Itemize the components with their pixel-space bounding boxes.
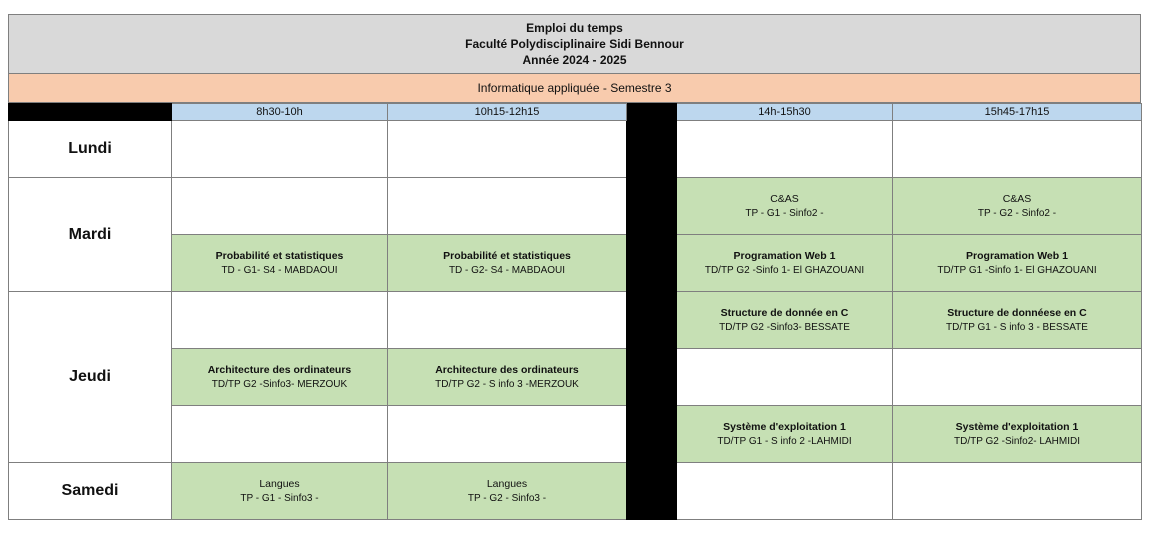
row-samedi xyxy=(9,463,1142,520)
course-cell xyxy=(677,235,893,292)
time-header-row xyxy=(9,104,1142,121)
course-cell xyxy=(172,463,388,520)
day-jeudi: Jeudi xyxy=(9,292,172,463)
cell-empty xyxy=(677,121,893,178)
course-details: TD/TP G2 - S info 3 -MERZOUK xyxy=(435,378,579,390)
time-col-2: 10h15-12h15 xyxy=(388,104,627,121)
course-details: TD - G1- S4 - MABDAOUI xyxy=(221,264,338,276)
course-title: C&AS xyxy=(770,192,799,205)
cell-empty xyxy=(172,292,388,349)
course-title: Architecture des ordinateurs xyxy=(207,363,352,376)
course-details: TD/TP G2 -Sinfo2- LAHMIDI xyxy=(954,435,1080,447)
course-details: TP - G2 - Sinfo2 - xyxy=(977,207,1057,219)
row-mardi-2 xyxy=(9,235,1142,292)
course-title: Structure de donnéese en C xyxy=(947,306,1087,319)
cell-empty xyxy=(172,121,388,178)
cell-empty xyxy=(893,463,1142,520)
course-details: TP - G2 - Sinfo3 - xyxy=(467,492,547,504)
row-jeudi-2 xyxy=(9,349,1142,406)
cell-empty xyxy=(388,178,627,235)
cell-empty xyxy=(172,178,388,235)
course-cell xyxy=(388,349,627,406)
time-col-3: 14h-15h30 xyxy=(677,104,893,121)
time-col-4: 15h45-17h15 xyxy=(893,104,1142,121)
header-title: Emploi du temps xyxy=(526,21,623,35)
program-banner xyxy=(8,74,1141,103)
course-cell xyxy=(172,349,388,406)
row-mardi-1 xyxy=(9,178,1142,235)
day-mardi: Mardi xyxy=(9,178,172,292)
day-samedi: Samedi xyxy=(9,463,172,520)
timetable-header xyxy=(8,14,1141,74)
corner-cell xyxy=(9,104,172,121)
course-cell xyxy=(388,463,627,520)
course-title: Structure de donnée en C xyxy=(720,306,849,319)
course-details: TP - G1 - Sinfo2 - xyxy=(745,207,824,219)
schedule-grid xyxy=(8,103,1142,520)
course-details: TD/TP G2 -Sinfo3- MERZOUK xyxy=(211,378,348,390)
time-col-1: 8h30-10h xyxy=(172,104,388,121)
program-label: Informatique appliquée - Semestre 3 xyxy=(477,81,672,95)
header-faculty: Faculté Polydisciplinaire Sidi Bennour xyxy=(465,37,684,51)
course-details: TD/TP G1 - S info 3 - BESSATE xyxy=(946,321,1088,333)
course-details: TD/TP G1 -Sinfo 1- El GHAZOUANI xyxy=(937,264,1097,276)
course-details: TD/TP G2 -Sinfo 1- El GHAZOUANI xyxy=(704,264,865,276)
course-cell xyxy=(677,178,893,235)
course-details: TD/TP G2 -Sinfo3- BESSATE xyxy=(719,321,850,333)
cell-empty xyxy=(677,349,893,406)
cell-empty xyxy=(893,349,1142,406)
cell-empty xyxy=(677,463,893,520)
course-title: Probabilité et statistiques xyxy=(443,249,571,262)
course-cell xyxy=(893,178,1142,235)
cell-empty xyxy=(388,292,627,349)
course-title: C&AS xyxy=(1002,192,1032,205)
row-lundi xyxy=(9,121,1142,178)
course-cell xyxy=(677,406,893,463)
course-cell xyxy=(388,235,627,292)
course-title: Langues xyxy=(486,477,528,490)
row-jeudi-1 xyxy=(9,292,1142,349)
course-title: Programation Web 1 xyxy=(733,249,836,262)
row-jeudi-3 xyxy=(9,406,1142,463)
course-cell xyxy=(172,235,388,292)
course-title: Probabilité et statistiques xyxy=(215,249,344,262)
cell-empty xyxy=(388,121,627,178)
course-cell xyxy=(893,235,1142,292)
timetable xyxy=(8,14,1141,520)
course-title: Système d'exploitation 1 xyxy=(955,420,1079,433)
course-cell xyxy=(893,406,1142,463)
cell-empty xyxy=(388,406,627,463)
course-title: Programation Web 1 xyxy=(966,249,1068,262)
course-cell xyxy=(677,292,893,349)
cell-empty xyxy=(172,406,388,463)
course-title: Système d'exploitation 1 xyxy=(723,420,846,433)
course-title: Langues xyxy=(259,477,300,490)
lunch-break-column xyxy=(627,104,677,520)
cell-empty xyxy=(893,121,1142,178)
course-details: TD/TP G1 - S info 2 -LAHMIDI xyxy=(717,435,852,447)
course-title: Architecture des ordinateurs xyxy=(435,363,579,376)
course-details: TD - G2- S4 - MABDAOUI xyxy=(448,264,566,276)
course-cell xyxy=(893,292,1142,349)
day-lundi: Lundi xyxy=(9,121,172,178)
course-details: TP - G1 - Sinfo3 - xyxy=(240,492,319,504)
header-year: Année 2024 - 2025 xyxy=(522,53,627,67)
